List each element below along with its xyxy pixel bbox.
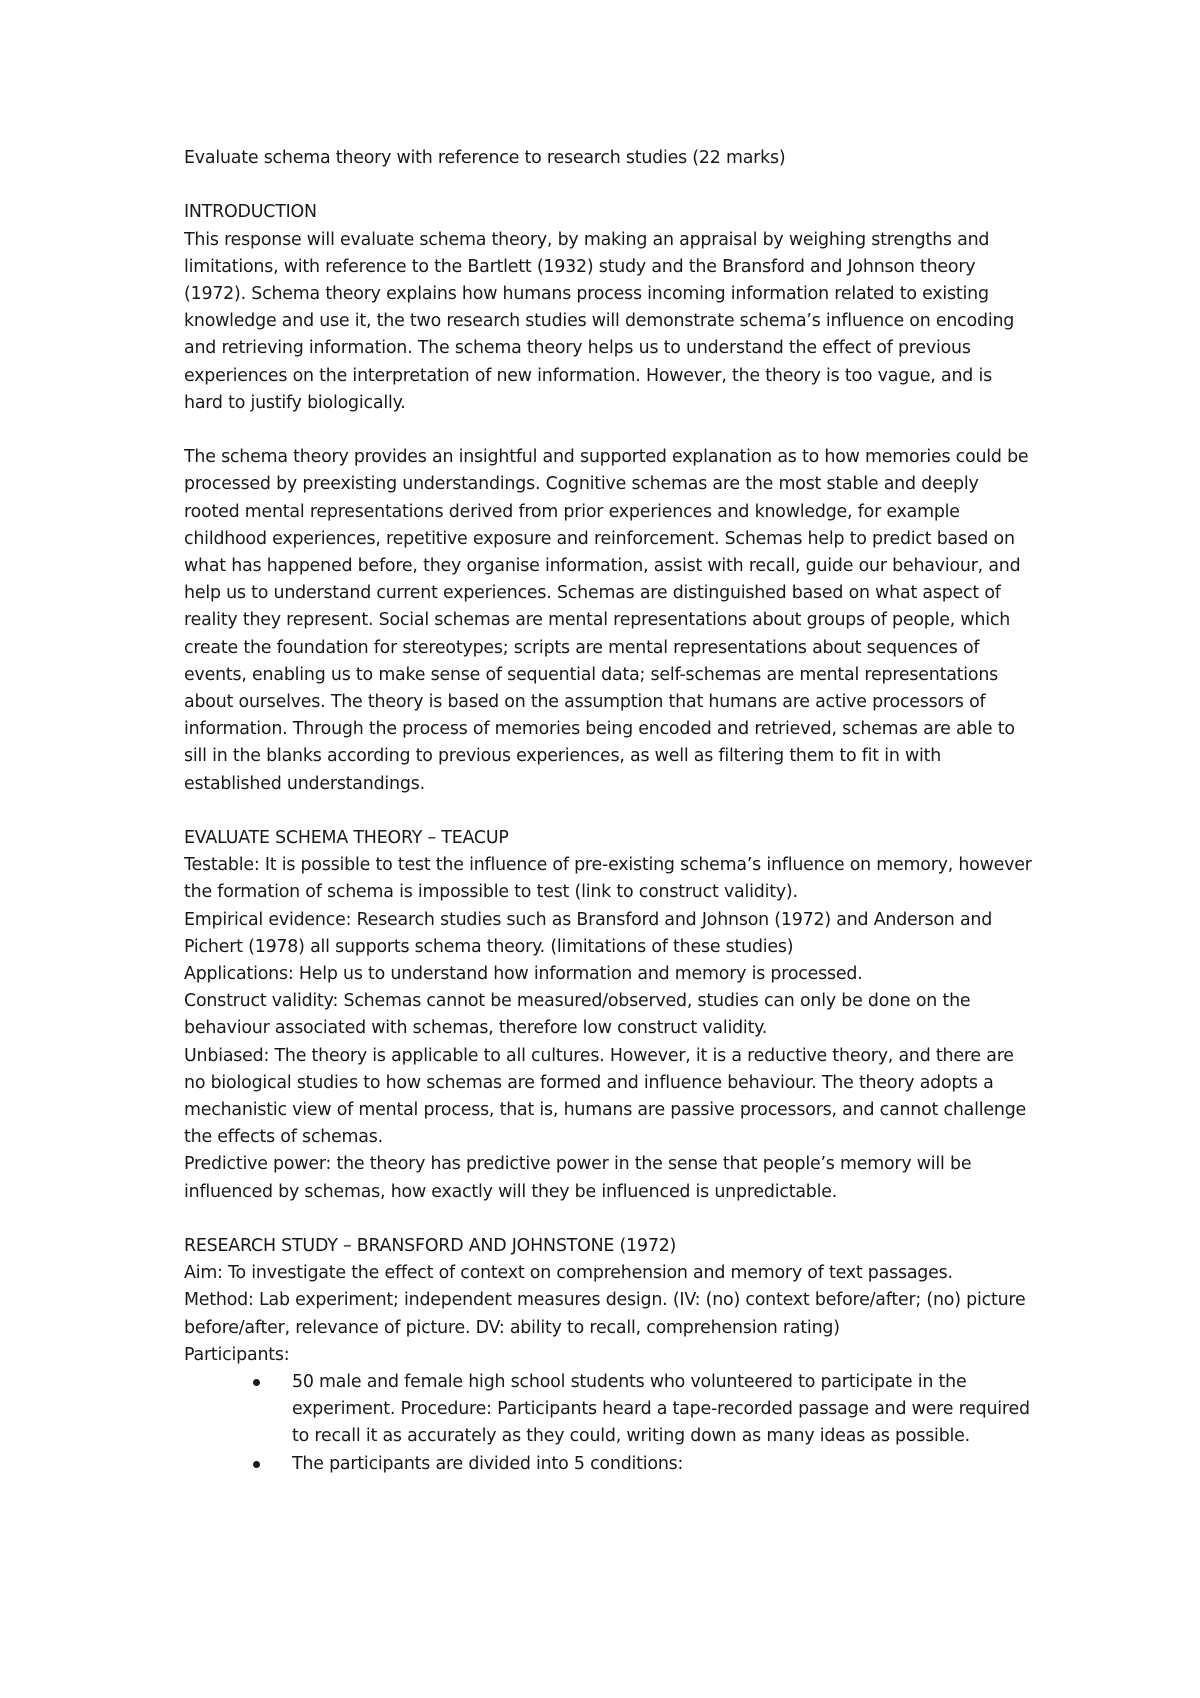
list-item-text: 50 male and female high school students who volunteered to participate in the experiment. Procedure: Participants heard a tape-recorded passage and were required to recall it as accurately as they could, writing down as many ideas as possible. (292, 1372, 1030, 1447)
document-title: Evaluate schema theory with reference to research studies (22 marks) (184, 148, 786, 168)
list-item (184, 1451, 1034, 1478)
spacer (184, 417, 1034, 444)
teacup-applications: Applications: Help us to understand how information and memory is processed. (184, 964, 863, 985)
spacer (184, 172, 1034, 199)
document-body (184, 145, 1034, 1478)
teacup-predictive-power: Predictive power: the theory has predictive power in the sense that people’s memory will be influenced by schemas, how exactly will they be influenced is unpredictable. (184, 1154, 972, 1202)
spacer (184, 1206, 1034, 1233)
teacup-testable: Testable: It is possible to test the influence of pre-existing schema’s influence on memory, however the formation of schema is impossible to test (link to construct validity). (184, 855, 1032, 903)
participants-list (184, 1369, 1034, 1478)
schema-explanation-paragraph: The schema theory provides an insightful and supported explanation as to how memories could be processed by preexisting understandings. Cognitive schemas are the most stable and deeply rooted mental representations derived from prior experiences and knowledge, for example childhood experiences, repetitive exposure and reinforcement. Schemas help to predict based on what has happened before, they organise information, assist with recall, guide our behaviour, and help us to understand current experiences. Schemas are distinguished based on what aspect of reality they represent. Social schemas are mental representations about groups of people, which create the foundation for stereotypes; scripts are mental representations about sequences of events, enabling us to make sense of sequential data; self-schemas are mental representations about ourselves. The theory is based on the assumption that humans are active processors of information. Through the process of memories being encoded and retrieved, schemas are able to sill in the blanks according to previous experiences, as well as filtering them to fit in with established understandings. (184, 447, 1029, 794)
teacup-construct-validity: Construct validity: Schemas cannot be measured/observed, studies can only be done on the behaviour associated with schemas, therefore low construct validity. (184, 991, 971, 1039)
research-heading: RESEARCH STUDY – BRANSFORD AND JOHNSTONE (1972) (184, 1236, 677, 1257)
list-item (184, 1369, 1034, 1451)
list-item-text: The participants are divided into 5 conditions: (292, 1453, 684, 1474)
bullet-icon (253, 1461, 260, 1468)
teacup-heading: EVALUATE SCHEMA THEORY – TEACUP (184, 828, 509, 849)
intro-heading: INTRODUCTION (184, 202, 317, 223)
bullet-icon (253, 1379, 260, 1386)
research-aim: Aim: To investigate the effect of context on comprehension and memory of text passages. (184, 1263, 953, 1284)
teacup-empirical-evidence: Empirical evidence: Research studies such as Bransford and Johnson (1972) and Anderson and Pichert (1978) all supports schema theory. (limitations of these studies) (184, 909, 993, 957)
teacup-unbiased: Unbiased: The theory is applicable to all cultures. However, it is a reductive theory, and there are no biological studies to how schemas are formed and influence behaviour. The theory adopts a mechanistic view of mental process, that is, humans are passive processors, and cannot challenge the effects of schemas. (184, 1045, 1027, 1148)
research-method: Method: Lab experiment; independent measures design. (IV: (no) context before/after; (no) picture before/after, relevance of picture. DV: ability to recall, comprehension rating) (184, 1290, 1026, 1338)
intro-paragraph: This response will evaluate schema theory, by making an appraisal by weighing strengths and limitations, with reference to the Bartlett (1932) study and the Bransford and Johnson theory (1972). Schema theory explains how humans process incoming information related to existing knowledge and use it, the two research studies will demonstrate schema’s influence on encoding and retrieving information. The schema theory helps us to understand the effect of previous experiences on the interpretation of new information. However, the theory is too vague, and is hard to justify biologically. (184, 229, 1015, 413)
spacer (184, 798, 1034, 825)
research-participants-label: Participants: (184, 1344, 290, 1365)
